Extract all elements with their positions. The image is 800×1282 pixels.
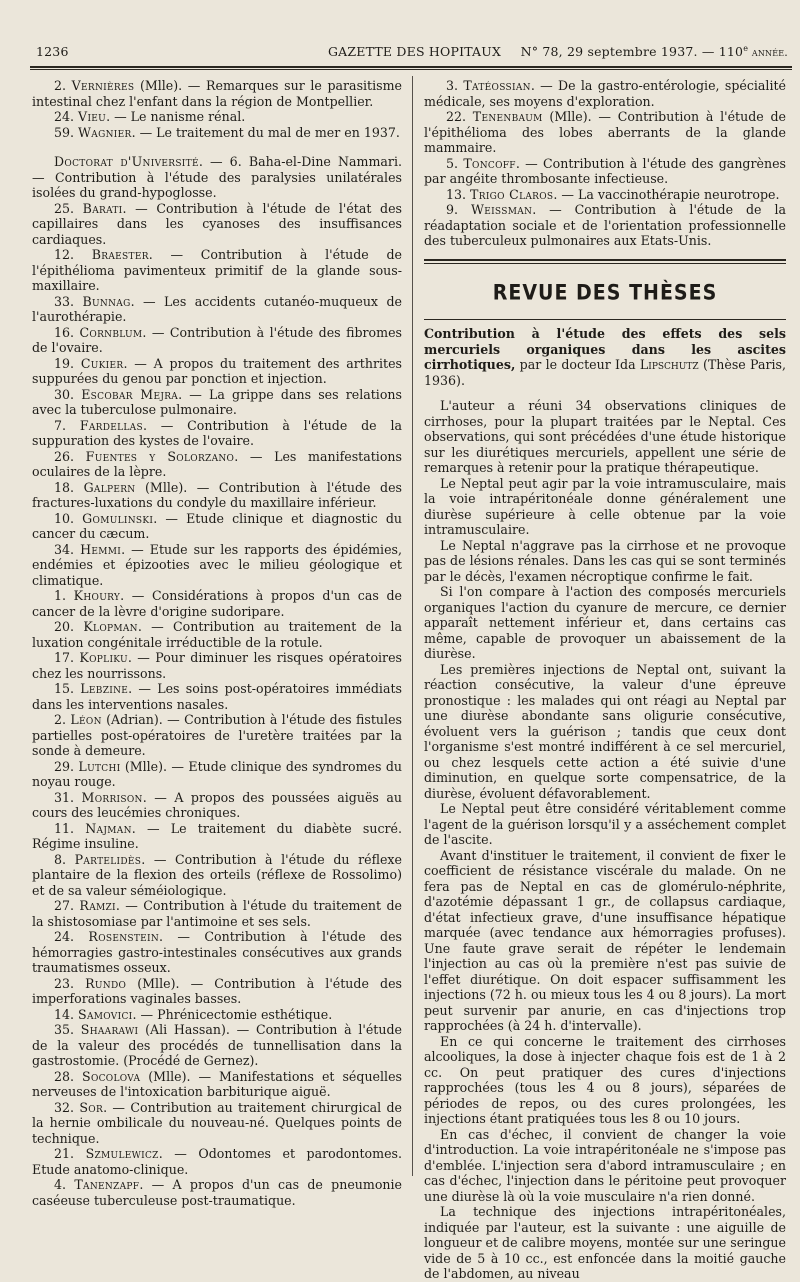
author-name: Vieu — [78, 109, 107, 124]
thesis-entry: 10. Gomulinski. — Etude clinique et diagnostic du cancer du cæcum. — [32, 510, 402, 541]
review-paragraph: Si l'on compare à l'action des composés mercuriels organiques l'action du cyanure de mercure, ce dernier apparaît nettement inférieur et, dans certains cas même, capable de provoquer un abaissement de la diurèse. — [424, 584, 786, 661]
thesis-entry: 23. Rundo (Mlle). — Contribution à l'étude des imperforations vaginales basses. — [32, 975, 402, 1006]
author-name: Cornblum — [79, 324, 143, 340]
thesis-list-continued — [424, 78, 786, 249]
author-name: Bunnag — [82, 293, 131, 309]
thesis-entry: 35. Shaarawi (Ali Hassan). — Contribution à l'étude de la valeur des procédés de tunnellisation dans la gastrostomie. (Procédé de Gernez). — [32, 1022, 402, 1068]
author-name: Tenenbaum — [472, 109, 543, 124]
thesis-entry: 13. Trigo Claros. — La vaccinothérapie neurotrope. — [446, 186, 780, 202]
review-paragraph: L'auteur a réuni 34 observations cliniques de cirrhoses, pour la plupart traitées par le Neptal. Ces observations, qui sont précédées d'une étude historique sur les diurétiques mercuriels, appellent une série de remarques à retenir pour la pratique thérapeutique. — [424, 398, 786, 475]
review-paragraph: En ce qui concerne le traitement des cirrhoses alcooliques, la dose à injecter chaque fois est de 1 à 2 cc. On peut pratiquer des cures d'injections rapprochées (tous les 4 ou 8 jours), séparées de périodes de repos, ou des cures prolongées, les injections étant pratiquées tous les 8 ou 10 jours. — [424, 1033, 786, 1126]
thesis-entry: 25. Barati. — Contribution à l'étude de l'état des capillaires dans les cyanoses des insuffisances cardiaques. — [32, 200, 402, 247]
author-name: Fuentes y Solorzano — [85, 448, 235, 464]
author-name: Toncoff — [463, 155, 516, 171]
author-name: Sor — [79, 1099, 104, 1115]
thesis-entry: 19. Cukier. — A propos du traitement des arthrites suppurées du genou par ponction et injection. — [32, 355, 402, 386]
thesis-entry: Doctorat d'Université. — 6. Baha-el-Dine Nammari. — Contribution à l'étude des paralysies unilatérales isolées du grand-hypoglosse. — [32, 154, 402, 200]
thesis-entry: 9. Weissman. — Contribution à l'étude de la réadaptation sociale et de l'orientation professionnelle des tuberculeux pulmonaires aux Etats-Unis. — [424, 202, 786, 248]
review-paragraph: Avant d'instituer le traitement, il convient de fixer le coefficient de résistance viscérale du malade. On ne fera pas de Neptal en cas de glomérulo-néphrite, d'azotémie dépassant 1 gr., de collapsus cardiaque, d'état infectieux grave, d'une insuffisance hépatique marquée (avec tendance aux hémorragies profuses). Une faute grave serait de répéter le lendemain l'injection au cas où la première n'est pas suivie de l'effet diurétique. On doit espacer suffisamment les injections (72 h. ou mieux tous les 4 ou 8 jours). La mort peut survenir par anurie, en cas d'injections trop rapprochées (à 24 h. d'intervalle). — [424, 847, 786, 1033]
author-name: Morrison — [81, 789, 143, 805]
author-name: Escobar Mejra — [81, 386, 179, 402]
journal-title: GAZETTE DES HOPITAUX — [328, 44, 502, 59]
review-paragraph: En cas d'échec, il convient de changer la voie d'introduction. La voie intrapéritonéale ne s'impose pas d'emblée. L'injection sera d'abord intramusculaire ; en cas d'échec, l'injection dans le péritoine peut provoquer une diurèse là où la voie musculaire n'a rien donné. — [424, 1126, 786, 1204]
review-title: Contribution à l'étude des effets des sels mercuriels organiques dans les ascites cirrhotiques, par le docteur Ida Lipschutz (Thèse Paris, 1936). — [424, 326, 786, 388]
thesis-entry: 2. Léon (Adrian). — Contribution à l'étude des fistules partielles post-opératoires de l'uretère traitées par la sonde à demeure. — [32, 712, 402, 758]
thesis-entry: 5. Toncoff. — Contribution à l'étude des gangrènes par angéite thrombosante infectieuse. — [424, 155, 786, 186]
thesis-entry: 1. Khoury. — Considérations à propos d'un cas de cancer de la lèvre d'origine sudoripare. — [32, 588, 402, 619]
author-name: Rosenstein — [88, 929, 160, 944]
review-body — [424, 398, 786, 1282]
thesis-entry: 32. Sor. — Contribution au traitement chirurgical de la hernie ombilicale du nouveau-né. Quelques points de technique. — [32, 1099, 402, 1146]
review-paragraph: Le Neptal peut être considéré véritablement comme l'agent de la guérison lorsqu'il y a asséchement complet de l'ascite. — [424, 801, 786, 847]
thesis-entry: 21. Szmulewicz. — Odontomes et parodontomes. Etude anatomo-clinique. — [32, 1146, 402, 1177]
header-rule-thin — [30, 69, 792, 70]
thesis-entry: 26. Fuentes y Solorzano. — Les manifestations oculaires de la lèpre. — [32, 448, 402, 479]
thesis-entry: 16. Cornblum. — Contribution à l'étude des fibromes de l'ovaire. — [32, 324, 402, 355]
author-name: Wagnier — [78, 124, 132, 140]
thesis-entry: 30. Escobar Mejra. — La grippe dans ses relations avec la tuberculose pulmonaire. — [32, 386, 402, 417]
thesis-entry: 28. Socolova (Mlle). — Manifestations et séquelles nerveuses de l'intoxication barbiturique aiguë. — [32, 1068, 402, 1099]
author-name: Tanenzapf — [74, 1177, 140, 1192]
author-name: Socolova — [82, 1068, 141, 1084]
author-name: Najman — [85, 820, 132, 836]
left-column — [32, 78, 402, 1208]
author-name: Hemmi — [80, 541, 122, 557]
thesis-entry: 20. Klopman. — Contribution au traitement de la luxation congénitale irréductible de la rotule. — [32, 619, 402, 650]
author-name: Barati — [82, 200, 123, 216]
author-name: Partelidès — [74, 851, 142, 867]
right-column — [424, 78, 786, 1282]
author-name: Shaarawi — [80, 1022, 139, 1037]
header-rule — [30, 66, 792, 68]
review-paragraph: Les premières injections de Neptal ont, suivant la réaction consécutive, la valeur d'une épreuve pronostique : les malades qui ont réagi au Neptal par une diurèse abondante sans oligurie consécutive, évoluent vers la guérison ; tandis que ceux dont l'organisme s'est montré indifférent à ce sel mercuriel, ou chez lesquels cette action a été suivie d'une diminution, en quelque sorte compensatrice, de la diurèse, évoluent défavorablement. — [424, 661, 786, 801]
thesis-entry: 17. Kopliku. — Pour diminuer les risques opératoires chez les nourrissons. — [32, 650, 402, 681]
author-name: Klopman — [83, 619, 138, 634]
thesis-entry: 24. Rosenstein. — Contribution à l'étude des hémorragies gastro-intestinales consécutives aux grands traumatismes osseux. — [32, 929, 402, 975]
author-name: Szmulewicz — [85, 1146, 159, 1161]
author-name: Ramzi — [79, 898, 116, 913]
thesis-entry: 12. Braester. — Contribution à l'étude de l'épithélioma pavimenteux primitif de la glande sous-maxillaire. — [32, 247, 402, 293]
thesis-entry: 2. Vernières (Mlle). — Remarques sur le parasitisme intestinal chez l'enfant dans la région de Montpellier. — [32, 78, 402, 109]
author-name: Khoury — [73, 588, 121, 603]
author-name: Fardellas — [79, 417, 143, 433]
thesis-entry: 59. Wagnier. — Le traitement du mal de mer en 1937. — [54, 124, 400, 140]
review-paragraph: Le Neptal n'aggrave pas la cirrhose et ne provoque pas de lésions rénales. Dans les cas qui se sont terminés par le décès, l'examen nécroptique confirme le fait. — [424, 537, 786, 584]
thesis-entry: 8. Partelidès. — Contribution à l'étude du réflexe plantaire de la flexion des orteils (réflexe de Rossolimo) et de sa valeur séméiologique. — [32, 851, 402, 898]
author-name: Gomulinski — [82, 510, 154, 526]
thesis-entry: 18. Galpern (Mlle). — Contribution à l'étude des fractures-luxations du condyle du maxillaire inférieur. — [32, 479, 402, 510]
thesis-entry: 14. Samovici. — Phrénicectomie esthétique. — [54, 1006, 333, 1022]
author-name: Léon — [70, 712, 102, 727]
review-paragraph: Le Neptal peut agir par la voie intramusculaire, mais la voie intrapéritonéale donne généralement une diurèse supérieure à celle obtenue par la voie intramusculaire. — [424, 475, 786, 537]
section-rule-thick — [424, 259, 786, 261]
author-name: Cukier — [80, 355, 124, 371]
author-name: Lutchi — [78, 758, 121, 774]
thesis-entry: 24. Vieu. — Le nanisme rénal. — [54, 109, 246, 124]
author-name: Trigo Claros — [470, 186, 554, 202]
thesis-entry: 27. Ramzi. — Contribution à l'étude du traitement de la shistosomiase par l'antimoine et ses sels. — [32, 898, 402, 929]
author-name: Doctorat d'Université — [54, 154, 199, 169]
thesis-entry: 3. Tatéossian. — De la gastro-entérologie, spécialité médicale, ses moyens d'exploration. — [424, 78, 786, 109]
author-name: Samovici — [78, 1006, 133, 1022]
thesis-entry: 15. Lebzine. — Les soins post-opératoires immédiats dans les interventions nasales. — [32, 681, 402, 712]
column-divider — [412, 76, 413, 1176]
author-name: Weissman — [470, 202, 533, 217]
author-name: Kopliku — [79, 650, 128, 665]
author-name: Braester — [91, 247, 149, 262]
issue-info: N° 78, 29 septembre 1937. — 110e année. — [520, 44, 788, 60]
thesis-list-faculty — [32, 78, 402, 140]
author-name: Rundo — [85, 975, 127, 991]
author-name: Vernières — [71, 78, 135, 93]
thesis-entry: 34. Hemmi. — Etude sur les rapports des épidémies, endémies et épizooties avec le milieu géologique et climatique. — [32, 541, 402, 588]
review-paragraph: La technique des injections intrapéritonéales, indiquée par l'auteur, est la suivante : une aiguille de longueur et de calibre moyens, montée sur une seringue vide de 5 à 10 cc., est enfoncée dans la moitié gauche de l'abdomen, au niveau — [424, 1204, 786, 1281]
page-number: 1236 — [36, 44, 69, 59]
thesis-entry: 31. Morrison. — A propos des poussées aiguës au cours des leucémies chroniques. — [32, 789, 402, 820]
thesis-entry: 29. Lutchi (Mlle). — Etude clinique des syndromes du noyau rouge. — [32, 758, 402, 789]
thesis-list-university — [32, 154, 402, 1208]
thesis-entry: 4. Tanenzapf. — A propos d'un cas de pneumonie caséeuse tuberculeuse post-traumatique. — [32, 1177, 402, 1208]
section-rule-thin — [424, 263, 786, 264]
thesis-entry: 22. Tenenbaum (Mlle). — Contribution à l'étude de l'épithélioma des lobes aberrants de la glande mammaire. — [424, 109, 786, 155]
thesis-entry: 11. Najman. — Le traitement du diabète sucré. Régime insuline. — [32, 820, 402, 851]
section-title: REVUE DES THÈSES — [492, 280, 718, 305]
author-name: Tatéossian — [463, 78, 531, 93]
author-name: Lebzine — [80, 681, 129, 696]
author-name: Galpern — [83, 479, 136, 495]
thesis-entry: 33. Bunnag. — Les accidents cutanéo-muqueux de l'aurothérapie. — [32, 293, 402, 324]
section-title-rule — [424, 319, 786, 320]
page-header — [36, 44, 788, 64]
thesis-entry: 7. Fardellas. — Contribution à l'étude de la suppuration des kystes de l'ovaire. — [32, 417, 402, 448]
